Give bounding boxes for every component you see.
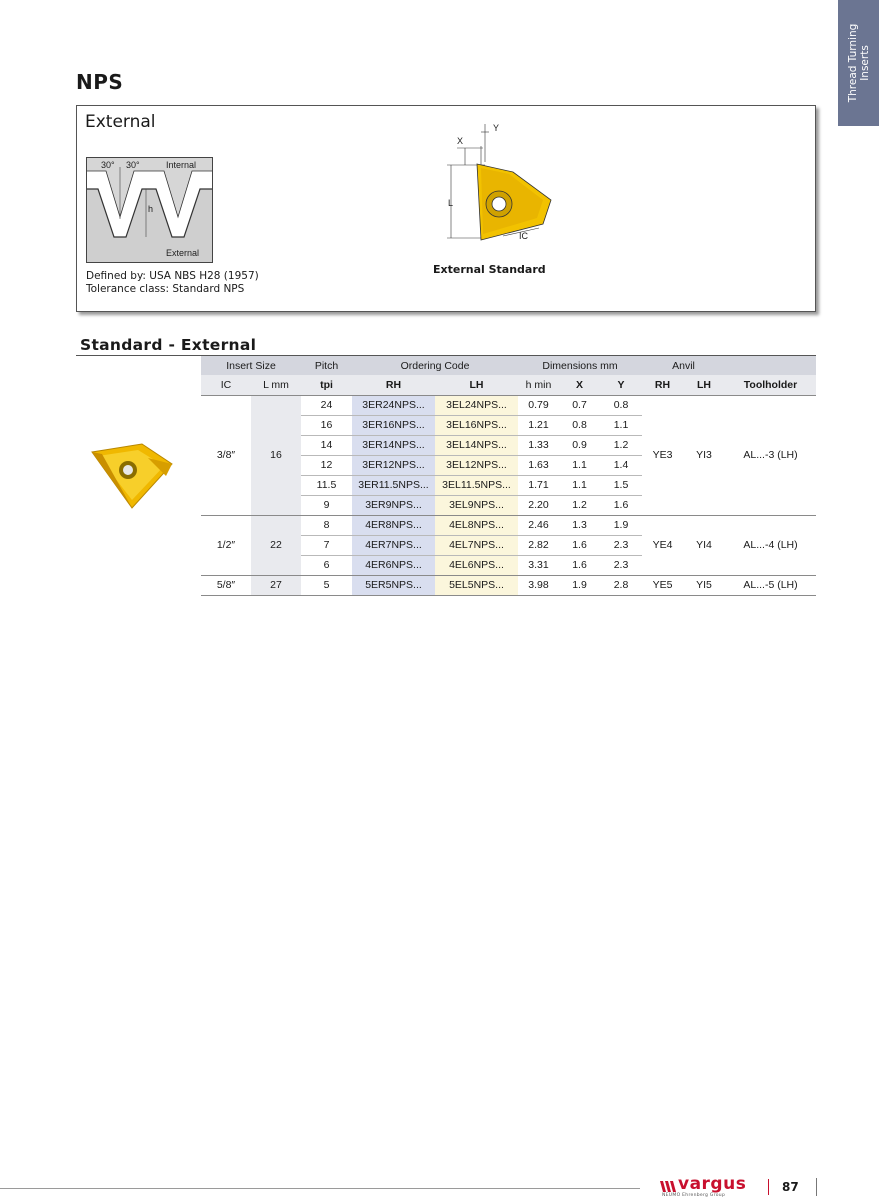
anvil-lh-col-header: LH: [683, 375, 725, 395]
lh-code-cell: 3EL9NPS...: [435, 495, 518, 515]
anvil-lh-cell: YI4: [683, 515, 725, 575]
h-cell: 2.82: [518, 535, 559, 555]
lh-code-cell: 4EL7NPS...: [435, 535, 518, 555]
rh-code-cell: 5ER5NPS...: [352, 575, 435, 595]
page-number: 87: [782, 1180, 799, 1194]
h-cell: 3.98: [518, 575, 559, 595]
lh-code-cell: 3EL24NPS...: [435, 395, 518, 415]
internal-label: Internal: [166, 160, 197, 170]
ic-cell: 5/8″: [201, 575, 251, 595]
section-tab-line2: Inserts: [858, 45, 871, 81]
rh-code-cell: 4ER8NPS...: [352, 515, 435, 535]
l-cell: 27: [251, 575, 301, 595]
rh-col-header: RH: [352, 375, 435, 395]
page-title: NPS: [76, 70, 124, 94]
table-row: [201, 515, 816, 535]
angle-right-label: 30°: [126, 160, 140, 170]
y-cell: 1.5: [600, 475, 642, 495]
anvil-header: Anvil: [642, 356, 725, 375]
brand-name: vargus: [678, 1174, 747, 1194]
toolholder-cell: AL...-3 (LH): [725, 395, 816, 515]
tpi-cell: 5: [301, 575, 352, 595]
logo-stripes-icon: [660, 1181, 678, 1192]
lh-code-cell: 5EL5NPS...: [435, 575, 518, 595]
anvil-rh-cell: YE3: [642, 395, 683, 515]
tpi-cell: 6: [301, 555, 352, 575]
ic-cell: 1/2″: [201, 515, 251, 575]
spec-table: [201, 356, 816, 596]
h-cell: 2.20: [518, 495, 559, 515]
x-cell: 0.7: [559, 395, 600, 415]
lh-code-cell: 3EL11.5NPS...: [435, 475, 518, 495]
h-cell: 1.21: [518, 415, 559, 435]
anvil-lh-cell: YI5: [683, 575, 725, 595]
x-cell: 1.6: [559, 535, 600, 555]
h-cell: 1.63: [518, 455, 559, 475]
insert-product-image: [88, 438, 176, 510]
insert-dimension-diagram: [439, 116, 559, 256]
toolholder-cell: AL...-5 (LH): [725, 575, 816, 595]
tpi-cell: 7: [301, 535, 352, 555]
y-cell: 2.3: [600, 535, 642, 555]
x-cell: 0.8: [559, 415, 600, 435]
info-box: [76, 105, 816, 312]
defined-by-text: Defined by: USA NBS H28 (1957): [86, 270, 259, 282]
x-cell: 1.1: [559, 455, 600, 475]
anvil-rh-col-header: RH: [642, 375, 683, 395]
section-tab-line1: Thread Turning: [846, 23, 859, 103]
lh-code-cell: 4EL8NPS...: [435, 515, 518, 535]
table-row: [201, 575, 816, 595]
h-cell: 3.31: [518, 555, 559, 575]
lh-code-cell: 3EL14NPS...: [435, 435, 518, 455]
angle-left-label: 30°: [101, 160, 115, 170]
h-cell: 2.46: [518, 515, 559, 535]
info-box-title: External: [85, 112, 156, 132]
h-cell: 1.33: [518, 435, 559, 455]
lh-code-cell: 4EL6NPS...: [435, 555, 518, 575]
tolerance-text: Tolerance class: Standard NPS: [86, 283, 245, 295]
x-label: X: [457, 136, 464, 146]
pitch-header: Pitch: [301, 356, 352, 375]
brand-logo: [660, 1174, 760, 1199]
lh-code-cell: 3EL16NPS...: [435, 415, 518, 435]
section-tab: [838, 0, 879, 126]
external-label: External: [166, 248, 200, 258]
anvil-rh-cell: YE5: [642, 575, 683, 595]
x-cell: 1.1: [559, 475, 600, 495]
x-cell: 1.3: [559, 515, 600, 535]
ordering-code-header: Ordering Code: [352, 356, 518, 375]
thread-profile-diagram: [86, 157, 213, 263]
page-number-divider: [768, 1179, 769, 1195]
tpi-cell: 9: [301, 495, 352, 515]
ic-label: IC: [519, 231, 528, 241]
rh-code-cell: 4ER7NPS...: [352, 535, 435, 555]
y-cell: 2.8: [600, 575, 642, 595]
l-label: L: [448, 198, 454, 208]
y-label: Y: [493, 123, 500, 133]
anvil-rh-cell: YE4: [642, 515, 683, 575]
x-cell: 0.9: [559, 435, 600, 455]
h-cell: 0.79: [518, 395, 559, 415]
table-row: [201, 395, 816, 415]
x-cell: 1.6: [559, 555, 600, 575]
toolholder-col-header: Toolholder: [725, 375, 816, 395]
tpi-cell: 24: [301, 395, 352, 415]
y-cell: 2.3: [600, 555, 642, 575]
y-cell: 1.4: [600, 455, 642, 475]
table-group-header-row: [201, 356, 816, 375]
insert-size-header: Insert Size: [201, 356, 301, 375]
l-col-header: L mm: [251, 375, 301, 395]
ic-cell: 3/8″: [201, 395, 251, 515]
ic-col-header: IC: [201, 375, 251, 395]
tpi-cell: 12: [301, 455, 352, 475]
rh-code-cell: 4ER6NPS...: [352, 555, 435, 575]
h-label: h: [148, 204, 154, 214]
lh-code-cell: 3EL12NPS...: [435, 455, 518, 475]
rh-code-cell: 3ER9NPS...: [352, 495, 435, 515]
x-col-header: X: [559, 375, 600, 395]
standard-notes: [86, 270, 259, 296]
dimensions-header: Dimensions mm: [518, 356, 642, 375]
y-cell: 1.2: [600, 435, 642, 455]
x-cell: 1.2: [559, 495, 600, 515]
tpi-cell: 16: [301, 415, 352, 435]
y-cell: 1.9: [600, 515, 642, 535]
toolholder-group-header: [725, 356, 816, 375]
tpi-cell: 11.5: [301, 475, 352, 495]
x-cell: 1.9: [559, 575, 600, 595]
anvil-lh-cell: YI3: [683, 395, 725, 515]
lh-col-header: LH: [435, 375, 518, 395]
l-cell: 16: [251, 395, 301, 515]
tpi-col-header: tpi: [301, 375, 352, 395]
brand-subtitle: NEUMO Ehrenberg Group: [662, 1193, 726, 1198]
y-cell: 1.1: [600, 415, 642, 435]
y-col-header: Y: [600, 375, 642, 395]
h-col-header: h min: [518, 375, 559, 395]
y-cell: 0.8: [600, 395, 642, 415]
rh-code-cell: 3ER14NPS...: [352, 435, 435, 455]
rh-code-cell: 3ER16NPS...: [352, 415, 435, 435]
y-cell: 1.6: [600, 495, 642, 515]
rh-code-cell: 3ER12NPS...: [352, 455, 435, 475]
footer-rule: [0, 1188, 640, 1189]
l-cell: 22: [251, 515, 301, 575]
tpi-cell: 8: [301, 515, 352, 535]
rh-code-cell: 3ER24NPS...: [352, 395, 435, 415]
tpi-cell: 14: [301, 435, 352, 455]
h-cell: 1.71: [518, 475, 559, 495]
page-edge-rule: [816, 1178, 817, 1196]
rh-code-cell: 3ER11.5NPS...: [352, 475, 435, 495]
toolholder-cell: AL...-4 (LH): [725, 515, 816, 575]
section-title: Standard - External: [80, 336, 257, 354]
insert-figure-caption: External Standard: [433, 263, 546, 276]
table-column-header-row: [201, 375, 816, 395]
